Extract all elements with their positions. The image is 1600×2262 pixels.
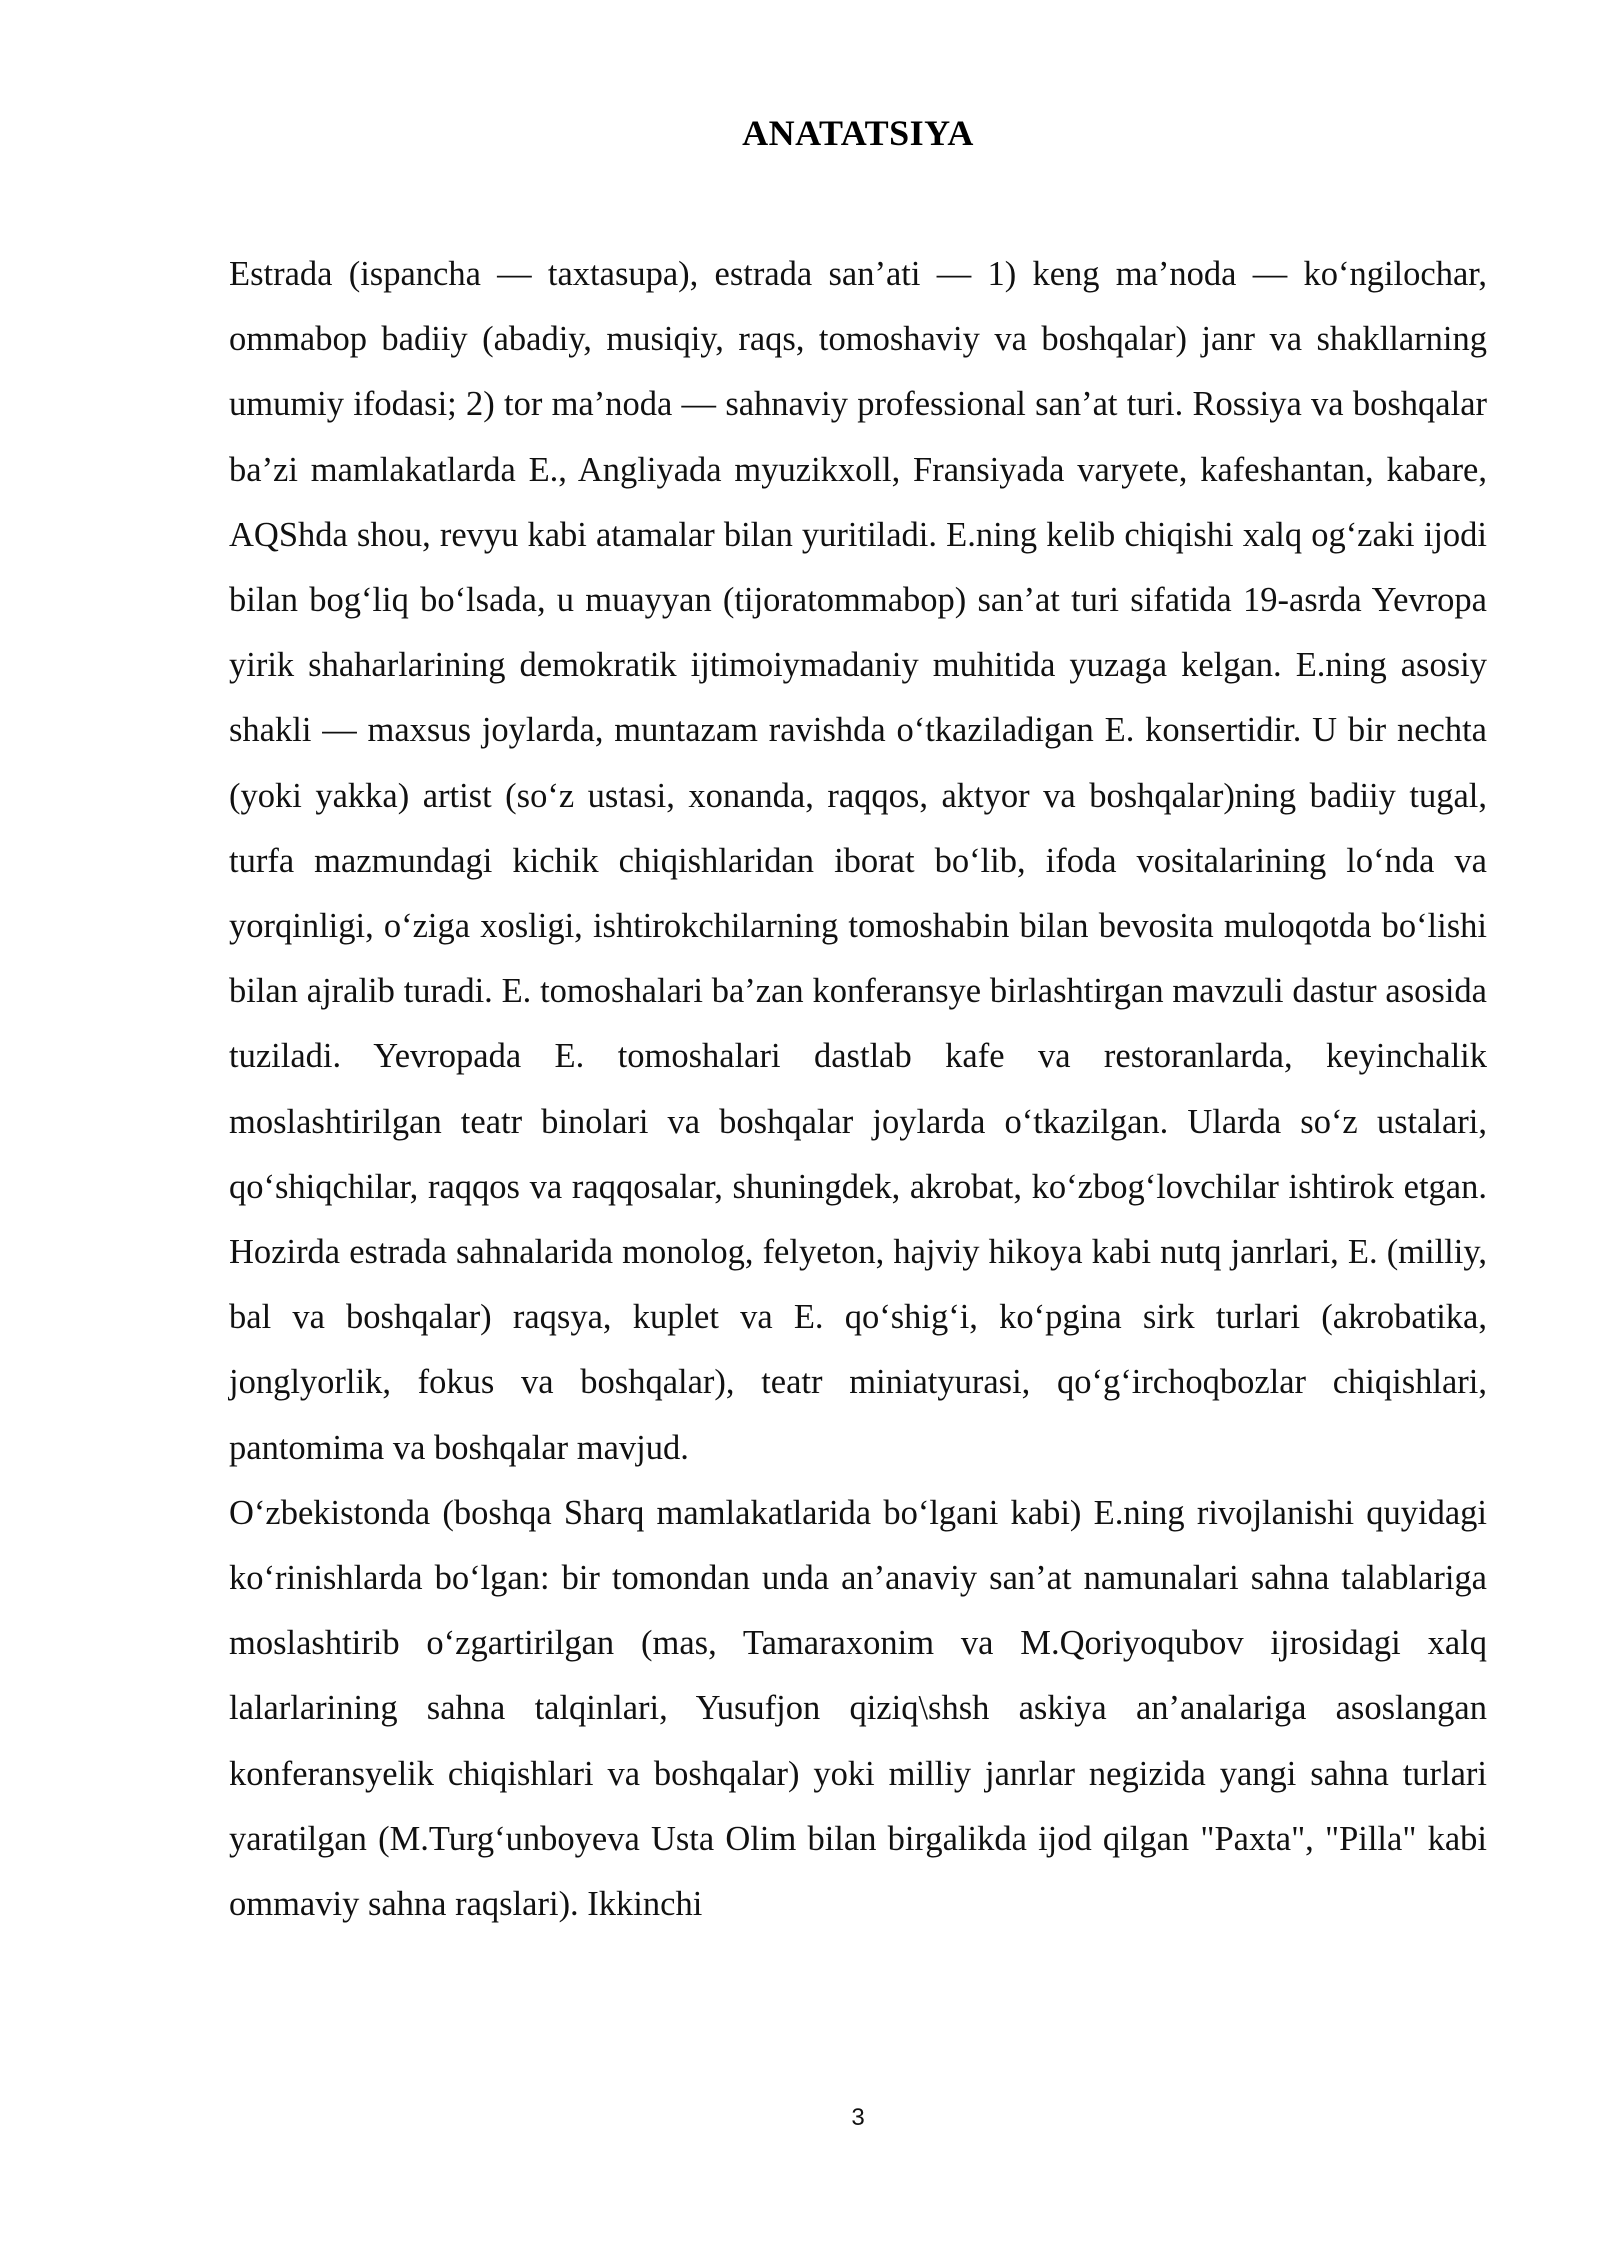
page-number: 3 (851, 2104, 865, 2131)
body-text (229, 242, 1487, 1937)
paragraph-estrada-definition: Estrada (ispancha — taxtasupa), estrada san’ati — 1) keng ma’noda — ko‘ngilochar, ommabop badiiy (abadiy, musiqiy, raqs, tomoshaviy va boshqalar) janr va shakllarning umumiy ifodasi; 2) tor ma’noda — sahnaviy professional san’at turi. Rossiya va boshqalar ba’zi mamlakatlarda E., Angliyada myuzikxoll, Fransiyada varyete, kafeshantan, kabare, AQShda shou, revyu kabi atamalar bilan yuritiladi. E.ning kelib chiqishi xalq og‘zaki ijodi bilan bog‘liq bo‘lsada, u muayyan (tijoratommabop) san’at turi sifatida 19-asrda Yevropa yirik shaharlarining demokratik ijtimoiymadaniy muhitida yuzaga kelgan. E.ning asosiy shakli — maxsus joylarda, muntazam ravishda o‘tkaziladigan E. konsertidir. U bir nechta (yoki yakka) artist (so‘z ustasi, xonanda, raqqos, aktyor va boshqalar)ning badiiy tugal, turfa mazmundagi kichik chiqishlaridan iborat bo‘lib, ifoda vositalarining lo‘nda va yorqinligi, o‘ziga xosligi, ishtirokchilarning tomoshabin bilan bevosita muloqotda bo‘lishi bilan ajralib turadi. E. tomoshalari ba’zan konferansye birlashtirgan mavzuli dastur asosida tuziladi. Yevropada E. tomoshalari dastlab kafe va restoranlarda, keyinchalik moslashtirilgan teatr binolari va boshqalar joylarda o‘tkazilgan. Ularda so‘z ustalari, qo‘shiqchilar, raqqos va raqqosalar, shuningdek, akrobat, ko‘zbog‘lovchilar ishtirok etgan. Hozirda estrada sahnalarida monolog, felyeton, hajviy hikoya kabi nutq janrlari, E. (milliy, bal va boshqalar) raqsya, kuplet va E. qo‘shig‘i, ko‘pgina sirk turlari (akrobatika, jonglyorlik, fokus va boshqalar), teatr miniatyurasi, qo‘g‘irchoqbozlar chiqishlari, pantomima va boshqalar mavjud. (229, 255, 1487, 1467)
paragraph-uzbekistan-estrada: O‘zbekistonda (boshqa Sharq mamlakatlarida bo‘lgani kabi) E.ning rivojlanishi quyidagi ko‘rinishlarda bo‘lgan: bir tomondan unda an’anaviy san’at namunalari sahna talablariga moslashtirib o‘zgartirilgan (mas, Tamaraxonim va M.Qoriyoqubov ijrosidagi xalq lalarlarining sahna talqinlari, Yusufjon qiziq\shsh askiya an’analariga asoslangan konferansyelik chiqishlari va boshqalar) yoki milliy janrlar negizida yangi sahna turlari yaratilgan (M.Turg‘unboyeva Usta Olim bilan birgalikda ijod qilgan "Paxta", "Pilla" kabi ommaviy sahna raqslari). Ikkinchi (229, 1493, 1487, 1924)
page-title: ANATATSIYA (742, 113, 974, 153)
